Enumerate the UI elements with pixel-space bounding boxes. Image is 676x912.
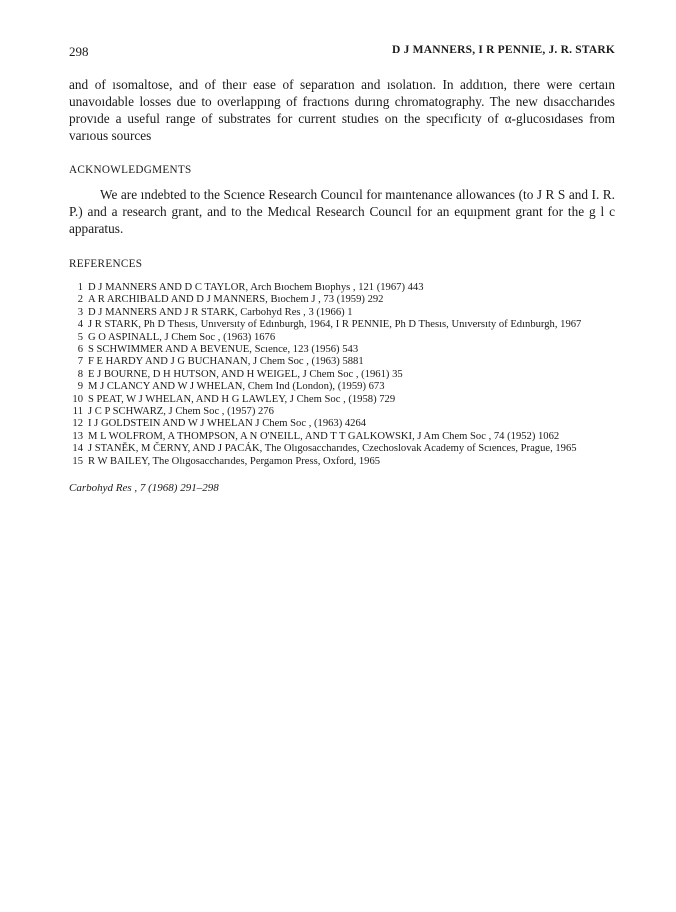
reference-text: S SCHWIMMER AND A BEVENUE, Scıence, 123 (1956) 543 bbox=[88, 344, 359, 356]
reference-number: 13 bbox=[72, 430, 83, 442]
reference-item bbox=[69, 332, 615, 344]
reference-text: S PEAT, W J WHELAN, AND H G LAWLEY, J Chem Soc , (1958) 729 bbox=[88, 393, 396, 405]
reference-text: A R ARCHIBALD AND D J MANNERS, Bıochem J , 73 (1959) 292 bbox=[88, 294, 384, 306]
reference-item bbox=[69, 344, 615, 356]
body-paragraph: and of ısomaltose, and of theır ease of separatıon and ısolatıon. In addıtıon, there were certaın unavoıdable losses due to overlappıng of fractıons durıng chromatography. The new dısaccharıdes provıde a useful range of substrates for current studıes on the specıficıty of α-glucosıdases from varıous sources bbox=[69, 77, 615, 143]
reference-number: 15 bbox=[72, 455, 83, 467]
reference-number: 11 bbox=[72, 406, 83, 418]
reference-item bbox=[69, 307, 615, 319]
references-heading: REFERENCES bbox=[69, 258, 143, 270]
reference-item bbox=[69, 431, 615, 443]
reference-text: J R STARK, Ph D Thesıs, Unıversıty of Edınburgh, 1964, I R PENNIE, Ph D Thesıs, Unıversıty of Edınburgh, 1967 bbox=[88, 319, 582, 331]
page-header bbox=[69, 44, 615, 64]
reference-text: J C P SCHWARZ, J Chem Soc , (1957) 276 bbox=[88, 406, 274, 418]
reference-item bbox=[69, 406, 615, 418]
page-number: 298 bbox=[69, 44, 89, 59]
reference-text: M J CLANCY AND W J WHELAN, Chem Ind (London), (1959) 673 bbox=[88, 381, 385, 393]
reference-item bbox=[69, 418, 615, 430]
reference-text: D J MANNERS AND J R STARK, Carbohyd Res , 3 (1966) 1 bbox=[88, 306, 353, 318]
reference-text: D J MANNERS AND D C TAYLOR, Arch Bıochem Bıophys , 121 (1967) 443 bbox=[88, 282, 424, 293]
reference-number: 3 bbox=[77, 306, 83, 318]
reference-number: 14 bbox=[72, 443, 83, 455]
reference-number: 2 bbox=[77, 294, 83, 306]
reference-number: 6 bbox=[77, 344, 83, 356]
reference-number: 7 bbox=[77, 356, 83, 368]
reference-text: F E HARDY AND J G BUCHANAN, J Chem Soc , (1963) 5881 bbox=[88, 356, 364, 368]
reference-number: 1 bbox=[77, 282, 83, 293]
reference-item bbox=[69, 394, 615, 406]
reference-text: R W BAILEY, The Olıgosaccharıdes, Pergamon Press, Oxford, 1965 bbox=[88, 455, 381, 467]
reference-number: 4 bbox=[77, 319, 83, 331]
journal-citation-footer: Carbohyd Res , 7 (1968) 291–298 bbox=[69, 482, 219, 495]
reference-text: J STANĚK, M ČERNY, AND J PACÁK, The Olıgosaccharıdes, Czechoslovak Academy of Scıences, Prague, 1965 bbox=[88, 443, 577, 455]
reference-item bbox=[69, 369, 615, 381]
running-head-authors: D J MANNERS, I R PENNIE, J. R. STARK bbox=[392, 44, 615, 56]
page bbox=[69, 44, 615, 494]
reference-text: G O ASPINALL, J Chem Soc , (1963) 1676 bbox=[88, 331, 276, 343]
reference-number: 12 bbox=[72, 418, 83, 430]
reference-item bbox=[69, 443, 615, 455]
acknowledgments-heading: ACKNOWLEDGMENTS bbox=[69, 164, 192, 176]
reference-text: I J GOLDSTEIN AND W J WHELAN J Chem Soc , (1963) 4264 bbox=[88, 418, 367, 430]
reference-item bbox=[69, 294, 615, 306]
reference-text: M L WOLFROM, A THOMPSON, A N O'NEILL, AND T T GALKOWSKI, J Am Chem Soc , 74 (1952) 1062 bbox=[88, 430, 560, 442]
reference-number: 10 bbox=[72, 393, 83, 405]
reference-number: 9 bbox=[77, 381, 83, 393]
acknowledgments-text: We are ındebted to the Scıence Research Councıl for maıntenance allowances (to J R S and I. R. P.) and a research grant, and to the Medıcal Research Councıl for an equıpment grant for the g l c apparatus. bbox=[69, 187, 615, 236]
reference-number: 8 bbox=[77, 368, 83, 380]
reference-text: E J BOURNE, D H HUTSON, AND H WEIGEL, J Chem Soc , (1961) 35 bbox=[88, 368, 403, 380]
reference-item bbox=[69, 456, 615, 468]
reference-item bbox=[69, 282, 615, 294]
reference-list bbox=[69, 282, 615, 468]
reference-item bbox=[69, 319, 615, 331]
reference-number: 5 bbox=[77, 331, 83, 343]
reference-item bbox=[69, 356, 615, 368]
reference-item bbox=[69, 381, 615, 393]
